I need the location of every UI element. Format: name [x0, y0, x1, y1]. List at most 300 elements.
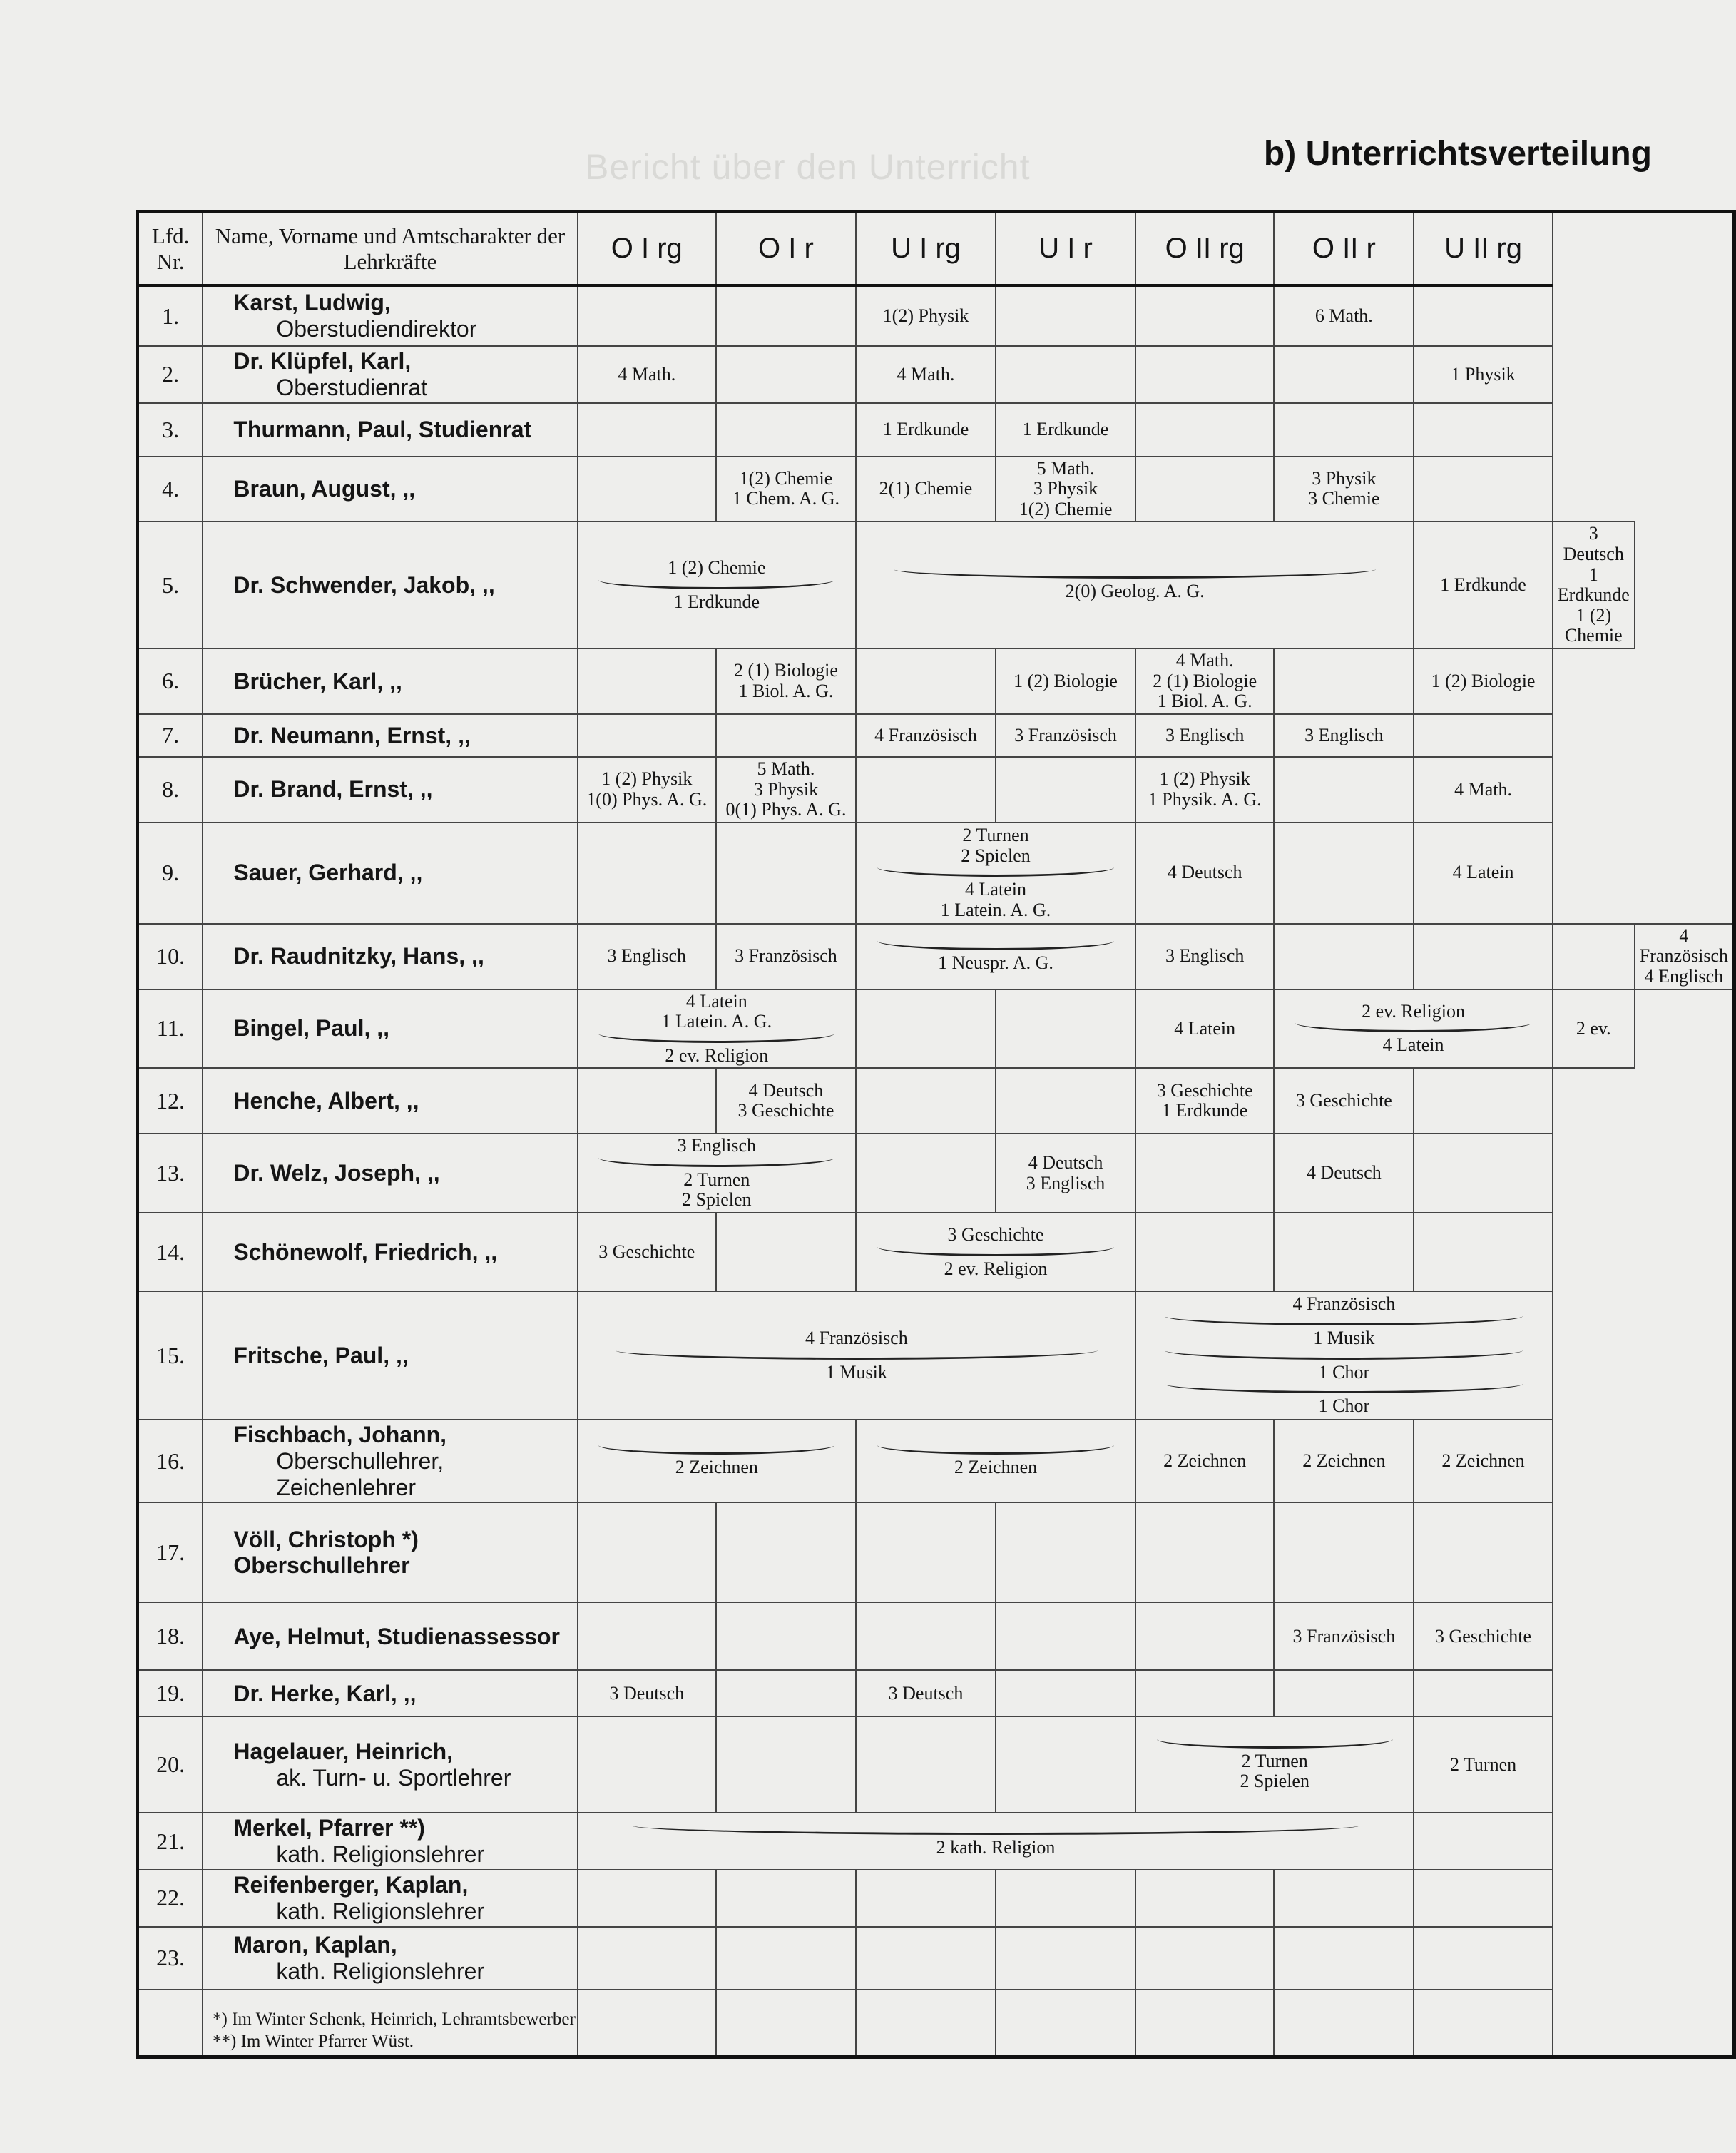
lesson-cell: 4 Math. 2 (1) Biologie 1 Biol. A. G.	[1135, 648, 1274, 714]
lesson-cell: 2(1) Chemie	[856, 457, 996, 522]
empty-cell	[716, 1990, 856, 2057]
lesson-cell: 3 Deutsch	[856, 1670, 996, 1716]
footnote-1: *) Im Winter Schenk, Heinrich, Lehramtsbewerber	[213, 2010, 576, 2029]
row-number: 23.	[138, 1927, 203, 1990]
grouping-brace	[1165, 1316, 1523, 1325]
combined-lesson-cell	[1135, 1716, 1414, 1813]
grouping-brace	[877, 1445, 1115, 1455]
lesson-cell	[996, 1134, 1135, 1213]
lesson: 4 Deutsch 3 Englisch	[1026, 1152, 1106, 1193]
table-row	[138, 924, 1735, 989]
lesson-cell	[996, 346, 1135, 403]
teacher-title: kath. Religionslehrer	[276, 1841, 485, 1868]
lesson-cell	[578, 989, 856, 1069]
teaching-distribution-table	[136, 210, 1736, 2059]
lesson-cell	[1635, 924, 1735, 989]
teacher-name: Dr. Welz, Joseph, ,,	[233, 1160, 440, 1186]
row-number: 12.	[138, 1068, 203, 1134]
lesson-cell	[1135, 1670, 1274, 1716]
lesson-cell: 3 Geschichte 1 Erdkunde	[1135, 1068, 1274, 1134]
header-class-u1r: U I r	[996, 212, 1135, 285]
lesson-cell	[996, 1602, 1135, 1670]
teacher-name: Völl, Christoph *) Oberschullehrer	[233, 1526, 419, 1579]
row-number: 7.	[138, 714, 203, 757]
row-number: 15.	[138, 1291, 203, 1420]
teacher-name: Maron, Kaplan,	[233, 1931, 397, 1958]
lesson-cell	[716, 714, 856, 757]
combined-lesson-cell	[856, 521, 1414, 648]
teacher-name-cell	[203, 1134, 577, 1213]
lesson-cell: 1 (2) Biologie	[996, 648, 1135, 714]
lesson-cell	[856, 648, 996, 714]
teacher-name: Braun, August, ,,	[233, 476, 416, 502]
lesson-cell	[716, 1502, 856, 1602]
table-row	[138, 823, 1735, 924]
lesson: 4 Deutsch	[1167, 862, 1242, 883]
page-title: b) Unterrichtsverteilung	[1263, 135, 1652, 173]
row-number: 18.	[138, 1602, 203, 1670]
row-number: 13.	[138, 1134, 203, 1213]
lesson-cell	[1414, 823, 1552, 924]
grouping-brace	[598, 580, 834, 589]
combined-lesson: 2 kath. Religion	[936, 1837, 1056, 1858]
teacher-title: kath. Religionslehrer	[276, 1958, 485, 1984]
lesson-cell	[716, 285, 856, 346]
row-number: 1.	[138, 285, 203, 346]
lesson-cell	[1553, 521, 1635, 648]
lesson-cell	[578, 714, 716, 757]
lesson-cell: 3 Geschichte	[1274, 1068, 1414, 1134]
teacher-title: Oberstudienrat	[276, 374, 428, 400]
lesson: 3 Englisch	[607, 945, 687, 967]
lesson-cell: 1 (2) Physik 1 Physik. A. G.	[1135, 757, 1274, 823]
lesson-cell	[716, 403, 856, 457]
header-name: Name, Vorname und Amtscharakter der Lehrkräfte	[203, 212, 577, 285]
table-row	[138, 457, 1735, 522]
row-number: 2.	[138, 346, 203, 403]
lesson: 4 Latein	[1382, 1034, 1444, 1056]
lesson-cell	[1414, 924, 1552, 989]
table-row	[138, 1670, 1735, 1716]
lesson-cell	[578, 285, 716, 346]
lesson-cell: 4 Math.	[1414, 757, 1552, 823]
lesson-cell: 3 Deutsch	[578, 1670, 716, 1716]
lesson-cell	[856, 989, 996, 1069]
teacher-name-cell	[203, 1670, 577, 1716]
teacher-name-cell	[203, 1502, 577, 1602]
lesson-cell	[1274, 1670, 1414, 1716]
combined-lesson: 2 Turnen 2 Spielen	[961, 825, 1031, 866]
row-number: 21.	[138, 1813, 203, 1870]
teacher-name-cell	[203, 1068, 577, 1134]
combined-lesson-cell	[578, 1134, 856, 1213]
teacher-name: Bingel, Paul, ,,	[233, 1015, 390, 1042]
lesson-cell	[996, 1068, 1135, 1134]
teacher-title: Oberstudiendirektor	[276, 316, 477, 342]
lesson-cell: 4 Französisch	[856, 714, 996, 757]
table-row	[138, 1291, 1735, 1420]
lesson-cell	[1135, 989, 1274, 1069]
lesson-cell: 6 Math.	[1274, 285, 1414, 346]
row-number: 16.	[138, 1420, 203, 1502]
lesson-cell	[1414, 1213, 1552, 1291]
combined-lesson-cell	[578, 1420, 856, 1502]
lesson-cell: 3 Englisch	[1135, 714, 1274, 757]
lesson-cell	[1414, 714, 1552, 757]
lesson-cell	[1135, 1870, 1274, 1927]
empty-cell	[856, 1990, 996, 2057]
lesson: 3 Französisch	[735, 945, 837, 967]
header-class-o1r: O I r	[716, 212, 856, 285]
combined-lesson-cell	[1274, 989, 1552, 1069]
lesson-cell	[1414, 1420, 1552, 1502]
lesson-cell	[996, 285, 1135, 346]
lesson-cell	[1553, 989, 1635, 1069]
grouping-brace	[877, 1247, 1115, 1256]
teacher-name-cell	[203, 457, 577, 522]
lesson-cell: 3 Geschichte	[1414, 1602, 1552, 1670]
grouping-brace	[877, 867, 1115, 877]
teacher-name-cell	[203, 1291, 577, 1420]
combined-lesson: 2 Zeichnen	[675, 1457, 758, 1478]
table-body	[138, 285, 1735, 2057]
lesson: 2 Zeichnen	[1163, 1450, 1247, 1471]
lesson-cell	[578, 1870, 716, 1927]
empty-cell	[996, 1990, 1135, 2057]
lesson-cell: 5 Math. 3 Physik 0(1) Phys. A. G.	[716, 757, 856, 823]
row-number: 19.	[138, 1670, 203, 1716]
lesson-cell	[1274, 403, 1414, 457]
grouping-brace	[598, 1158, 834, 1167]
lesson-cell	[716, 1602, 856, 1670]
teacher-name-cell	[203, 1716, 577, 1813]
lesson-cell	[1414, 1502, 1552, 1602]
header-class-o2rg: O II rg	[1135, 212, 1274, 285]
combined-lesson: 2 Turnen 2 Spielen	[682, 1169, 752, 1211]
lesson-cell	[856, 1716, 996, 1813]
table-row	[138, 714, 1735, 757]
grouping-brace	[1157, 1739, 1393, 1749]
header-class-o2r: O II r	[1274, 212, 1414, 285]
lesson-cell	[1414, 1716, 1552, 1813]
lesson-cell	[856, 757, 996, 823]
lesson-cell	[856, 1134, 996, 1213]
lesson: 3 Deutsch 1 Erdkunde 1 (2) Chemie	[1557, 523, 1630, 646]
teacher-title: kath. Religionslehrer	[276, 1898, 485, 1924]
grouping-brace	[894, 569, 1376, 579]
lesson-cell	[578, 823, 716, 924]
grouping-brace	[1295, 1023, 1531, 1032]
lesson-cell	[1414, 457, 1552, 522]
combined-lesson: 1 Chor	[1318, 1395, 1370, 1417]
teacher-name: Henche, Albert, ,,	[233, 1087, 419, 1114]
teacher-name-cell	[203, 1813, 577, 1870]
teacher-name-cell	[203, 1213, 577, 1291]
combined-lesson: 2 ev. Religion	[944, 1258, 1048, 1279]
lesson-cell	[856, 1870, 996, 1927]
teacher-name: Thurmann, Paul, Studienrat	[233, 416, 532, 442]
lesson-cell	[1274, 1927, 1414, 1990]
teacher-name-cell	[203, 714, 577, 757]
lesson-cell	[1414, 1068, 1552, 1134]
lesson-cell	[1135, 346, 1274, 403]
lesson: 1 Erdkunde	[1440, 574, 1526, 595]
lesson-cell: 2 (1) Biologie 1 Biol. A. G.	[716, 648, 856, 714]
teacher-name-cell	[203, 1927, 577, 1990]
teacher-name: Brücher, Karl, ,,	[233, 668, 402, 694]
row-number: 17.	[138, 1502, 203, 1602]
lesson: 4 Französisch 4 Englisch	[1639, 925, 1728, 987]
lesson-cell	[1274, 346, 1414, 403]
lesson-cell: 3 Physik 3 Chemie	[1274, 457, 1414, 522]
lesson-cell	[856, 1502, 996, 1602]
teacher-name-cell	[203, 1420, 577, 1502]
teacher-name: Dr. Brand, Ernst, ,,	[233, 776, 433, 803]
empty-cell	[138, 1990, 203, 2057]
lesson-cell: 3 Französisch	[1274, 1602, 1414, 1670]
table-row	[138, 403, 1735, 457]
lesson-cell	[1414, 285, 1552, 346]
teacher-name: Hagelauer, Heinrich,	[233, 1739, 454, 1765]
lesson-cell	[1135, 285, 1274, 346]
teacher-name: Dr. Herke, Karl, ,,	[233, 1680, 417, 1706]
lesson-cell	[716, 1670, 856, 1716]
lesson: 3 Englisch	[1165, 945, 1245, 967]
grouping-brace	[1165, 1350, 1523, 1360]
lesson-cell	[578, 1602, 716, 1670]
lesson-cell	[578, 648, 716, 714]
header-class-o1rg: O I rg	[578, 212, 716, 285]
empty-cell	[1274, 1990, 1414, 2057]
lesson-cell	[1414, 1670, 1552, 1716]
lesson-cell	[856, 1927, 996, 1990]
header-class-u2rg: U II rg	[1414, 212, 1552, 285]
lesson-cell	[1135, 1134, 1274, 1213]
lesson-cell: 1 Physik	[1414, 346, 1552, 403]
lesson-cell	[1135, 1213, 1274, 1291]
lesson-cell	[1414, 1813, 1552, 1870]
teacher-name: Fischbach, Johann,	[233, 1422, 447, 1448]
lesson-cell	[1274, 757, 1414, 823]
lesson-cell	[996, 1927, 1135, 1990]
lesson-cell	[856, 1068, 996, 1134]
header-lfd-nr: Lfd. Nr.	[138, 212, 203, 285]
lesson: 2 Zeichnen	[1302, 1450, 1386, 1471]
row-number: 3.	[138, 403, 203, 457]
combined-lesson-cell	[856, 1420, 1135, 1502]
teacher-name-cell	[203, 403, 577, 457]
lesson-cell	[1135, 1502, 1274, 1602]
combined-lesson-cell	[856, 823, 1135, 924]
teacher-name-cell	[203, 521, 577, 648]
row-number: 4.	[138, 457, 203, 522]
table-row	[138, 1602, 1735, 1670]
lesson-cell	[1414, 1870, 1552, 1927]
lesson-cell	[996, 757, 1135, 823]
teacher-name: Dr. Neumann, Ernst, ,,	[233, 722, 471, 748]
lesson: 4 Latein 1 Latein. A. G.	[661, 990, 772, 1032]
lesson: 2 ev.	[1576, 1017, 1611, 1039]
lesson-cell	[1274, 1420, 1414, 1502]
table-row	[138, 1927, 1735, 1990]
row-number: 22.	[138, 1870, 203, 1927]
lesson-cell	[1135, 823, 1274, 924]
header-class-u1rg: U I rg	[856, 212, 996, 285]
row-number: 8.	[138, 757, 203, 823]
lesson-cell	[578, 1068, 716, 1134]
table-row	[138, 1068, 1735, 1134]
lesson-cell: 5 Math. 3 Physik 1(2) Chemie	[996, 457, 1135, 522]
combined-lesson-cell	[578, 1291, 1135, 1420]
lesson-cell	[716, 924, 856, 989]
table-row	[138, 1716, 1735, 1813]
teacher-name: Reifenberger, Kaplan,	[233, 1872, 469, 1898]
lesson-cell	[578, 1716, 716, 1813]
teacher-name: Dr. Raudnitzky, Hans, ,,	[233, 943, 484, 969]
grouping-brace	[598, 1445, 834, 1455]
lesson-cell: 1(2) Physik	[856, 285, 996, 346]
footnotes	[213, 2008, 576, 2053]
teacher-name: Fritsche, Paul, ,,	[233, 1342, 409, 1368]
combined-lesson: 1 Musik	[825, 1361, 887, 1383]
empty-cell	[578, 1990, 716, 2057]
row-number: 14.	[138, 1213, 203, 1291]
lesson-cell	[1274, 924, 1414, 989]
grouping-brace	[598, 1034, 834, 1043]
teacher-name-cell	[203, 1870, 577, 1927]
table-row	[138, 521, 1735, 648]
lesson-cell	[1274, 1134, 1414, 1213]
lesson-cell	[578, 924, 716, 989]
lesson-cell	[1135, 1927, 1274, 1990]
lesson-cell: 1(2) Chemie 1 Chem. A. G.	[716, 457, 856, 522]
lesson: 1 (2) Chemie	[668, 557, 766, 579]
lesson-cell: 1 (2) Biologie	[1414, 648, 1552, 714]
teacher-name-cell	[203, 924, 577, 989]
lesson: 2 Turnen	[1449, 1754, 1517, 1775]
lesson: 2 Zeichnen	[1441, 1450, 1525, 1471]
row-number: 9.	[138, 823, 203, 924]
lesson-cell	[996, 1716, 1135, 1813]
teacher-name: Schönewolf, Friedrich, ,,	[233, 1238, 498, 1265]
teacher-title: Oberschullehrer, Zeichenlehrer	[276, 1447, 444, 1500]
lesson: 4 Latein	[1452, 862, 1514, 883]
lesson-cell	[578, 1502, 716, 1602]
lesson-cell: 3 Französisch	[996, 714, 1135, 757]
lesson: 4 Latein 1 Latein. A. G.	[940, 879, 1051, 920]
lesson-cell: 1 Erdkunde	[856, 403, 996, 457]
lesson-cell	[996, 1870, 1135, 1927]
row-number: 20.	[138, 1716, 203, 1813]
lesson-cell	[716, 346, 856, 403]
lesson-cell	[1135, 403, 1274, 457]
teacher-name-cell	[203, 285, 577, 346]
combined-lesson-cell	[856, 1213, 1135, 1291]
lesson-cell	[578, 1213, 716, 1291]
lesson-cell	[1135, 1420, 1274, 1502]
lesson-cell: 4 Deutsch 3 Geschichte	[716, 1068, 856, 1134]
table-row	[138, 1134, 1735, 1213]
lesson-cell	[1274, 1213, 1414, 1291]
combined-lesson: 2 Turnen 2 Spielen	[1240, 1750, 1309, 1792]
teacher-name-cell	[203, 1602, 577, 1670]
empty-cell	[1414, 1990, 1552, 2057]
teacher-name-cell	[203, 823, 577, 924]
teacher-name: Karst, Ludwig,	[233, 290, 391, 316]
combined-lesson-cell	[1135, 1291, 1553, 1420]
lesson-cell	[1135, 1602, 1274, 1670]
footnote-2: **) Im Winter Pfarrer Wüst.	[213, 2032, 414, 2052]
combined-lesson: 2(0) Geolog. A. G.	[1065, 581, 1205, 602]
table-row	[138, 1870, 1735, 1927]
row-number: 6.	[138, 648, 203, 714]
lesson: 3 Englisch	[677, 1135, 757, 1156]
lesson-cell	[1135, 457, 1274, 522]
grouping-brace	[616, 1350, 1098, 1360]
combined-lesson-cell	[856, 924, 1135, 989]
table-row	[138, 648, 1735, 714]
row-number: 10.	[138, 924, 203, 989]
teacher-name-cell	[203, 757, 577, 823]
lesson-cell	[996, 989, 1135, 1069]
table-row	[138, 346, 1735, 403]
grouping-brace	[632, 1826, 1359, 1835]
lesson-cell	[578, 457, 716, 522]
teacher-name: Aye, Helmut, Studienassessor	[233, 1623, 560, 1649]
teacher-name-cell	[203, 346, 577, 403]
lesson-cell	[1414, 1134, 1552, 1213]
lesson-cell	[996, 1670, 1135, 1716]
lesson-cell	[1414, 521, 1552, 648]
lesson: 4 Latein	[1174, 1017, 1236, 1039]
combined-lesson: 2 ev. Religion	[665, 1044, 769, 1066]
table-row	[138, 1213, 1735, 1291]
grouping-brace	[877, 941, 1115, 950]
combined-lesson: 1 Erdkunde	[673, 591, 760, 612]
row-number: 11.	[138, 989, 203, 1069]
teacher-name-cell	[203, 989, 577, 1069]
lesson-cell: 4 Math.	[578, 346, 716, 403]
teacher-name-cell	[203, 648, 577, 714]
lesson-cell	[1274, 648, 1414, 714]
combined-lesson: 1 Musik	[1313, 1327, 1375, 1348]
table-row	[138, 1420, 1735, 1502]
empty-cell	[1135, 1990, 1274, 2057]
combined-lesson: 2 ev. Religion	[1362, 1000, 1465, 1022]
lesson-cell	[716, 1716, 856, 1813]
teacher-name: Sauer, Gerhard, ,,	[233, 860, 423, 886]
teacher-title: ak. Turn- u. Sportlehrer	[276, 1764, 511, 1791]
lesson-cell	[578, 521, 856, 648]
lesson-cell	[1274, 1870, 1414, 1927]
grouping-brace	[1165, 1384, 1523, 1393]
combined-lesson: 1 Chor	[1318, 1361, 1370, 1383]
lesson-cell: 3 Englisch	[1274, 714, 1414, 757]
lesson-cell	[578, 1927, 716, 1990]
combined-lesson: 1 Neuspr. A. G.	[938, 952, 1053, 973]
table-row	[138, 1502, 1735, 1602]
lesson-cell: 4 Math.	[856, 346, 996, 403]
combined-lesson: 2 Zeichnen	[954, 1457, 1038, 1478]
lesson-cell	[716, 823, 856, 924]
lesson-cell	[856, 1602, 996, 1670]
row-number: 5.	[138, 521, 203, 648]
lesson: 4 Französisch	[1292, 1293, 1396, 1315]
lesson-cell	[996, 1502, 1135, 1602]
lesson-cell	[716, 1870, 856, 1927]
lesson-cell	[1414, 1927, 1552, 1990]
lesson: 3 Geschichte	[598, 1241, 695, 1262]
